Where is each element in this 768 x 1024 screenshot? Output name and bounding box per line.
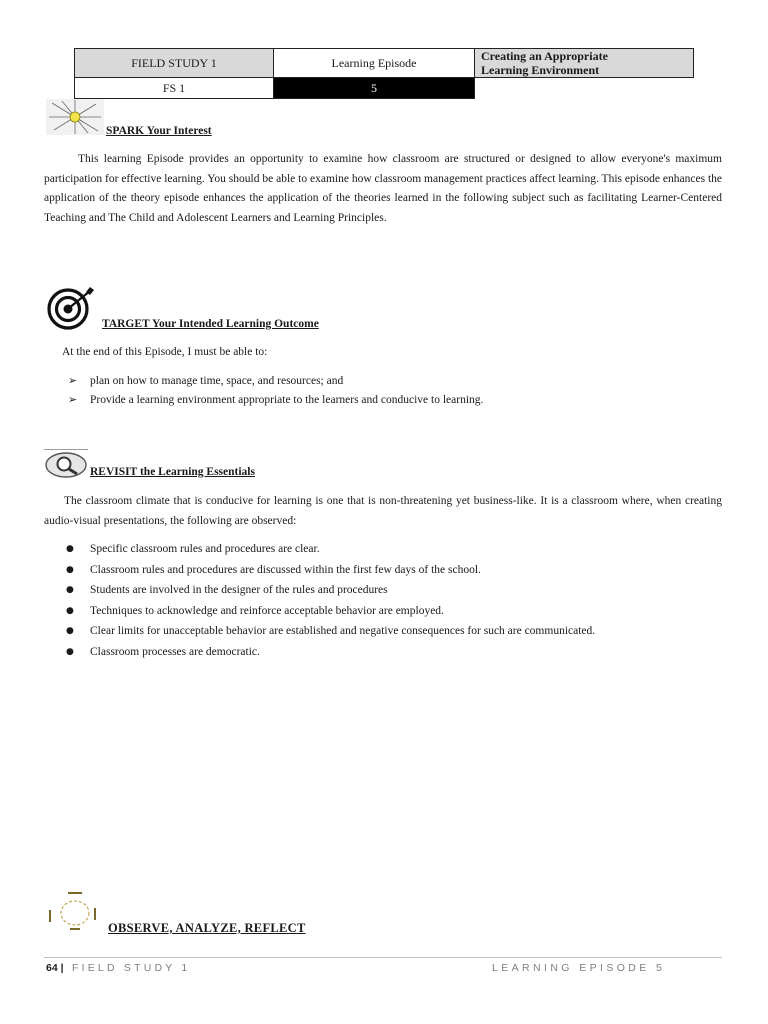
list-item: ● Classroom processes are democratic. — [66, 645, 260, 658]
target-outcome-list — [68, 371, 483, 409]
list-item: ● Students are involved in the designer of the rules and procedures — [66, 584, 388, 596]
list-item: ● Specific classroom rules and procedures are clear. — [66, 543, 320, 555]
revisit-heading: REVISIT the Learning Essentials — [90, 466, 255, 478]
cycle-icon — [46, 890, 104, 934]
list-item: ● Clear limits for unacceptable behavior are established and negative consequences for such are communicated. — [66, 625, 596, 637]
magnifier-icon — [44, 449, 88, 479]
page-footer — [44, 957, 722, 978]
list-item: ➢ Provide a learning environment appropriate to the learners and conducive to learning. — [68, 393, 484, 406]
list-item: ➢ plan on how to manage time, space, and resources; and — [68, 374, 344, 387]
spark-heading: SPARK Your Interest — [106, 125, 212, 137]
header-subject: FIELD STUDY 1 — [75, 49, 274, 78]
spark-paragraph: This learning Episode provides an opportunity to examine how classroom are structured or designed to allow everyone's maximum participation for effective learning. You should be able to examine how classroom management practices affect learning. This episode enhances the application of the theory episode enhances the application of the theories learned in the following subject such as facilitating Learner-Centered Teaching and The Child and Adolescent Learners and Learning Principles. — [44, 153, 722, 224]
header-topic-line1: Creating an Appropriate — [481, 49, 608, 63]
header-episode: 5 — [274, 78, 475, 99]
header-title: Learning Episode — [274, 49, 475, 78]
star-burst-icon — [46, 99, 104, 135]
list-item: ● Classroom rules and procedures are discussed within the first few days of the school. — [66, 563, 481, 576]
footer-left-label: FIELD STUDY 1 — [72, 962, 191, 974]
target-heading: TARGET Your Intended Learning Outcome — [102, 318, 319, 330]
target-icon — [46, 286, 96, 330]
footer-right-label: LEARNING EPISODE 5 — [492, 962, 666, 974]
revisit-paragraph: The classroom climate that is conducive for learning is one that is non-threatening yet business-like. It is a classroom where, when creating audio-visual presentations, the following are observed: — [44, 495, 722, 527]
page-number: 64 | — [46, 962, 64, 974]
header-code: FS 1 — [75, 78, 274, 99]
target-intro: At the end of this Episode, I must be able to: — [62, 346, 268, 358]
header-topic-line2: Learning Environment — [481, 63, 600, 77]
revisit-essentials-list — [66, 539, 595, 662]
header-topic — [475, 49, 694, 78]
header-table — [74, 48, 694, 99]
observe-heading: OBSERVE, ANALYZE, REFLECT — [108, 921, 306, 935]
list-item: ● Techniques to acknowledge and reinforce acceptable behavior are employed. — [66, 604, 444, 617]
